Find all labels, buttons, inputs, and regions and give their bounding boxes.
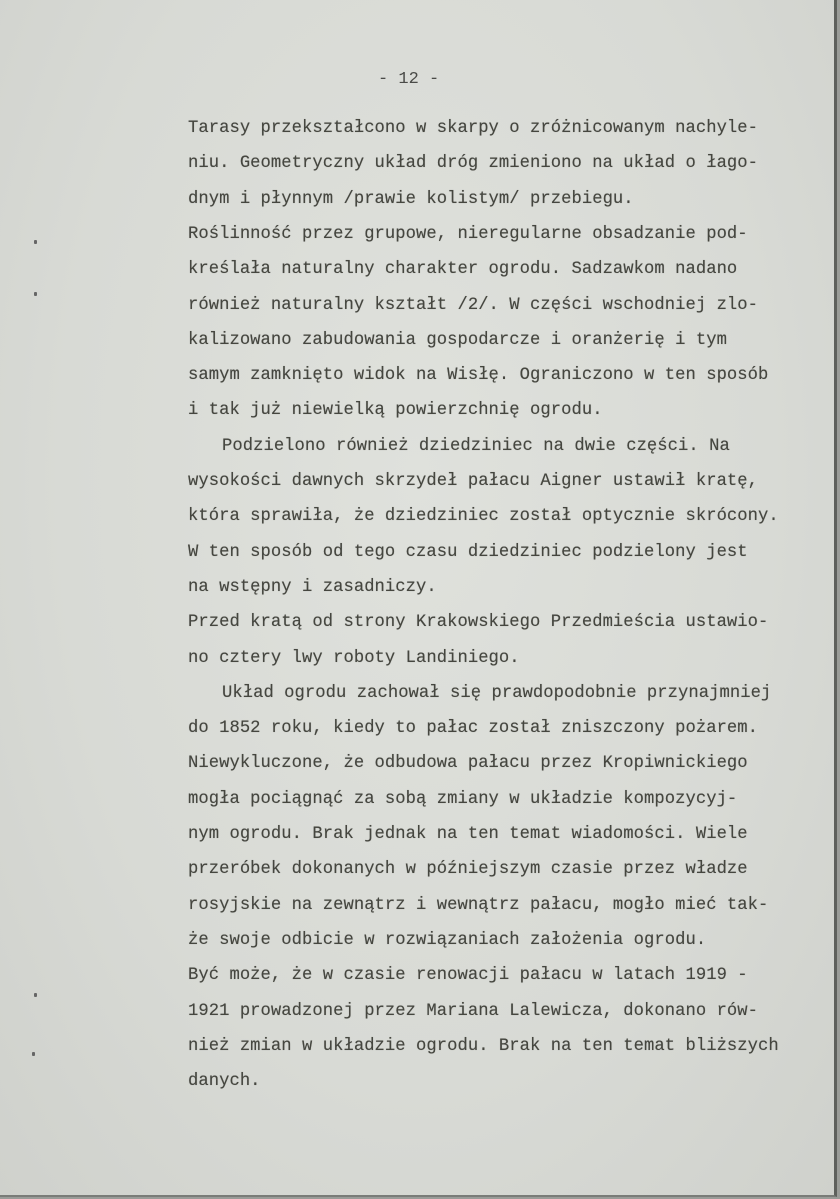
text-line: samym zamknięto widok na Wisłę. Ograniczono w ten sposób [188,366,769,386]
margin-mark [32,1052,35,1056]
text-line: kalizowano zabudowania gospodarcze i oranżerię i tym [188,330,727,350]
text-line: do 1852 roku, kiedy to pałac został zniszczony pożarem. [188,719,759,739]
text-line: również naturalny kształt /2/. W części wschodniej zlo- [188,295,759,315]
text-line: Być może, że w czasie renowacji pałacu w latach 1919 - [188,966,748,986]
margin-mark [34,993,37,997]
text-line: Przed kratą od strony Krakowskiego Przedmieścia ustawio- [188,613,769,633]
text-line: że swoje odbicie w rozwiązaniach założenia ogrodu. [188,930,707,950]
text-line: Tarasy przekształcono w skarpy o zróżnicowanym nachyle- [188,119,759,138]
text-line: niu. Geometryczny układ dróg zmieniono na układ o łago- [188,154,759,174]
text-line: na wstępny i zasadniczy. [188,577,437,597]
text-line: Roślinność przez grupowe, nieregularne obsadzanie pod- [188,224,748,244]
margin-mark [34,240,37,244]
text-line: nież zmian w układzie ogrodu. Brak na ten temat bliższych [188,1036,779,1056]
text-line: W ten sposób od tego czasu dziedziniec podzielony jest [188,542,748,562]
text-line: kreślała naturalny charakter ogrodu. Sadzawkom nadano [188,260,738,280]
page-number: - 12 - [378,70,440,89]
text-line: 1921 prowadzonej przez Mariana Lalewicza, dokonano rów- [188,1001,759,1021]
text-line: która sprawiła, że dziedziniec został optycznie skrócony. [188,507,779,527]
text-line: mogła pociągnąć za sobą zmiany w układzie kompozycyj- [188,789,738,809]
text-line: Układ ogrodu zachował się prawdopodobnie przynajmniej [222,683,772,703]
text-line: Niewykluczone, że odbudowa pałacu przez Kropiwnickiego [188,754,748,774]
text-line: no cztery lwy roboty Landiniego. [188,648,520,668]
text-line: i tak już niewielką powierzchnię ogrodu. [188,401,603,421]
text-line: rosyjskie na zewnątrz i wewnątrz pałacu, mogło mieć tak- [188,895,769,915]
text-line: danych. [188,1072,261,1092]
text-line: dnym i płynnym /prawie kolistym/ przebiegu. [188,189,634,209]
text-line: Podzielono również dziedziniec na dwie części. Na [222,436,730,456]
text-line: wysokości dawnych skrzydeł pałacu Aigner ustawił kratę, [188,472,759,491]
margin-mark [34,292,37,296]
text-line: przeróbek dokonanych w późniejszym czasie przez władze [188,860,748,880]
text-line: nym ogrodu. Brak jednak na ten temat wiadomości. Wiele [188,825,748,844]
